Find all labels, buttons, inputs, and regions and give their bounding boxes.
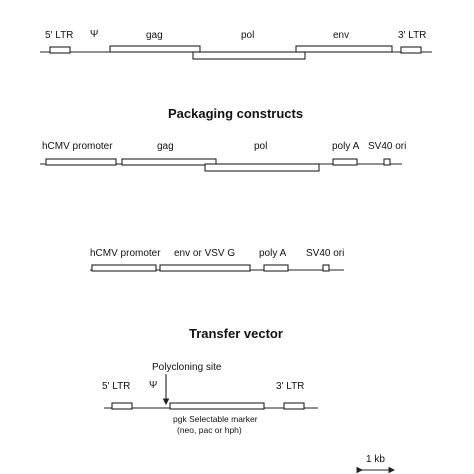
- pc1-pol-box: [205, 164, 319, 171]
- provirus-3ltr-box: [401, 47, 421, 53]
- pc2-promoter-label: hCMV promoter: [90, 248, 161, 259]
- pc2-ori-label: SV40 ori: [306, 248, 345, 259]
- tv-3ltr-box: [284, 403, 304, 409]
- provirus-psi-label: Ψ: [90, 29, 99, 40]
- provirus-pol-box: [193, 52, 305, 59]
- tv-5ltr-box: [112, 403, 132, 409]
- tv-psi-label: Ψ: [149, 380, 158, 391]
- pc2-env-label: env or VSV G: [174, 248, 236, 259]
- polycloning-site-label: Polycloning site: [152, 362, 222, 373]
- selectable-marker-note: (neo, pac or hph): [177, 425, 242, 435]
- tv-5ltr-label: 5' LTR: [102, 381, 131, 392]
- pc2-env-box: [160, 265, 250, 271]
- pc1-promoter-box: [46, 159, 116, 165]
- provirus-gag-label: gag: [146, 30, 163, 41]
- pc2-polya-label: poly A: [259, 248, 287, 259]
- provirus-3ltr-label: 3' LTR: [398, 30, 427, 41]
- provirus-5ltr-box: [50, 47, 70, 53]
- packaging-title: Packaging constructs: [168, 106, 304, 121]
- tv-3ltr-label: 3' LTR: [276, 381, 305, 392]
- provirus-env-box: [296, 46, 392, 52]
- pc2-ori-box: [323, 265, 329, 271]
- pc1-ori-label: SV40 ori: [368, 141, 407, 152]
- provirus-construct: [40, 29, 432, 59]
- pc1-polya-label: poly A: [332, 141, 360, 152]
- packaging-construct-2: [90, 248, 344, 271]
- pc1-polya-box: [333, 159, 357, 165]
- pc1-pol-label: pol: [254, 141, 268, 152]
- selectable-marker-label: pgk Selectable marker: [173, 414, 258, 424]
- pc2-polya-box: [264, 265, 288, 271]
- packaging-construct-1: [40, 141, 406, 171]
- scale-bar: [362, 454, 394, 470]
- provirus-gag-box: [110, 46, 200, 52]
- pc1-gag-box: [122, 159, 216, 165]
- scale-bar-label: 1 kb: [366, 454, 385, 465]
- transfer-title: Transfer vector: [189, 326, 283, 341]
- pc1-ori-box: [384, 159, 390, 165]
- transfer-vector-construct: [102, 362, 318, 435]
- pc1-promoter-label: hCMV promoter: [42, 141, 113, 152]
- pc1-gag-label: gag: [157, 141, 174, 152]
- pc2-promoter-box: [92, 265, 156, 271]
- tv-marker-box: [170, 403, 264, 409]
- provirus-env-label: env: [333, 30, 350, 41]
- provirus-pol-label: pol: [241, 30, 255, 41]
- provirus-5ltr-label: 5' LTR: [45, 30, 74, 41]
